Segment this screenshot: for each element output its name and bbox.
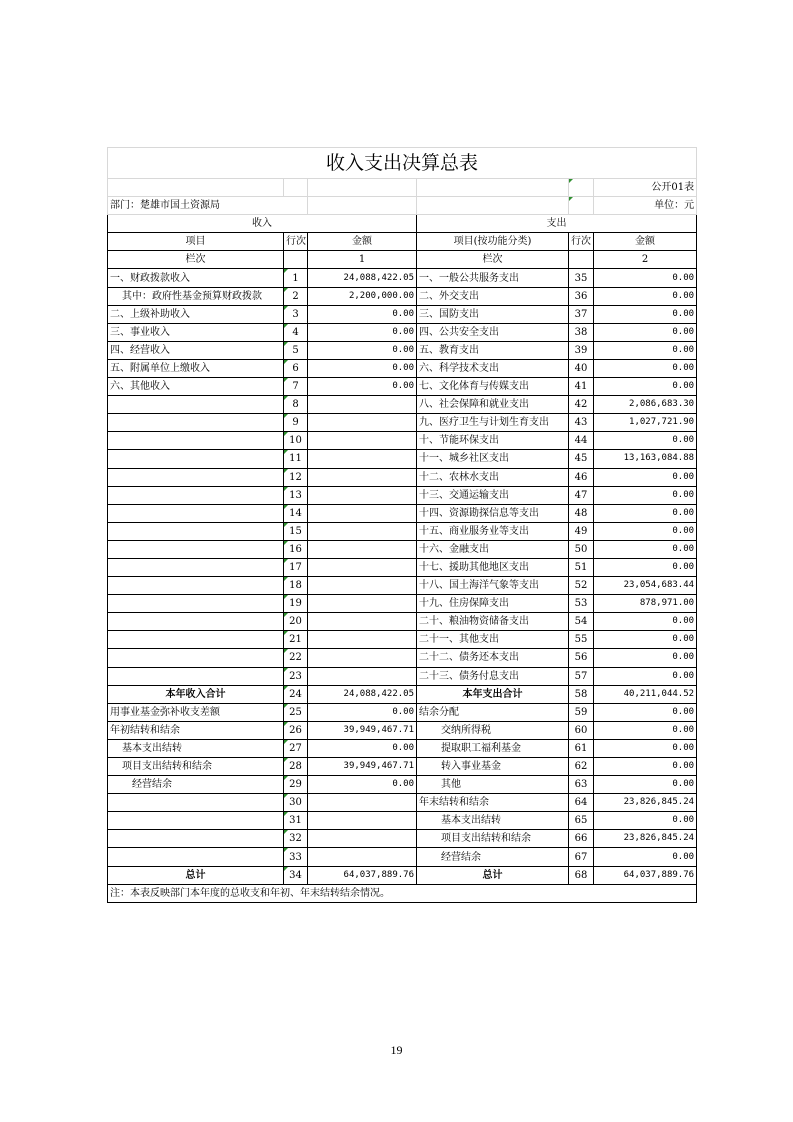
income-row-no-cell: 6 xyxy=(284,359,308,377)
expense-amount-cell: 0.00 xyxy=(594,613,697,631)
header-amount-2: 金额 xyxy=(594,233,697,251)
expense-row-no-cell: 62 xyxy=(569,758,594,776)
income-row-no-cell: 23 xyxy=(284,667,308,685)
income-item-cell xyxy=(108,794,284,812)
income-item-cell: 总计 xyxy=(108,866,284,884)
income-item-cell: 其中：政府性基金预算财政拨款 xyxy=(108,287,284,305)
income-amount-cell xyxy=(308,812,417,830)
expense-amount-cell: 0.00 xyxy=(594,378,697,396)
table-row xyxy=(108,504,697,522)
expense-item-cell: 二、外交支出 xyxy=(417,287,569,305)
income-item-cell xyxy=(108,577,284,595)
expense-amount-cell: 0.00 xyxy=(594,359,697,377)
table-row xyxy=(108,721,697,739)
income-row-no-cell: 33 xyxy=(284,848,308,866)
expense-row-no-cell: 52 xyxy=(569,577,594,595)
income-row-no-cell: 14 xyxy=(284,504,308,522)
expense-row-no-cell: 64 xyxy=(569,794,594,812)
table-row xyxy=(108,848,697,866)
income-amount-cell xyxy=(308,486,417,504)
expense-amount-cell: 23,826,845.24 xyxy=(594,794,697,812)
header-row-no-2: 行次 xyxy=(569,233,594,251)
income-item-cell xyxy=(108,812,284,830)
expense-item-cell: 十七、援助其他地区支出 xyxy=(417,558,569,576)
column-index-label-2: 栏次 xyxy=(417,251,569,269)
income-amount-cell: 0.00 xyxy=(308,323,417,341)
table-row xyxy=(108,486,697,504)
expense-amount-cell: 0.00 xyxy=(594,703,697,721)
expense-amount-cell: 2,086,683.30 xyxy=(594,396,697,414)
expense-item-cell: 十三、交通运输支出 xyxy=(417,486,569,504)
expense-amount-cell: 0.00 xyxy=(594,305,697,323)
expense-row-no-cell: 36 xyxy=(569,287,594,305)
income-item-cell xyxy=(108,486,284,504)
income-row-no-cell: 15 xyxy=(284,522,308,540)
expense-amount-cell: 0.00 xyxy=(594,504,697,522)
expense-amount-cell: 0.00 xyxy=(594,522,697,540)
expense-amount-cell: 13,163,084.88 xyxy=(594,450,697,468)
income-item-cell xyxy=(108,468,284,486)
income-amount-cell: 0.00 xyxy=(308,739,417,757)
expense-row-no-cell: 42 xyxy=(569,396,594,414)
income-amount-cell xyxy=(308,558,417,576)
expense-row-no-cell: 38 xyxy=(569,323,594,341)
expense-item-cell: 九、医疗卫生与计划生育支出 xyxy=(417,414,569,432)
expense-amount-cell: 0.00 xyxy=(594,468,697,486)
expense-row-no-cell: 53 xyxy=(569,595,594,613)
expense-amount-cell: 878,971.00 xyxy=(594,595,697,613)
income-amount-cell xyxy=(308,414,417,432)
expense-item-cell: 四、公共安全支出 xyxy=(417,323,569,341)
expense-amount-cell: 0.00 xyxy=(594,269,697,287)
table-row xyxy=(108,685,697,703)
table-row xyxy=(108,396,697,414)
expense-row-no-cell: 40 xyxy=(569,359,594,377)
table-row xyxy=(108,667,697,685)
expense-item-cell: 八、社会保障和就业支出 xyxy=(417,396,569,414)
income-row-no-cell: 9 xyxy=(284,414,308,432)
income-row-no-cell: 31 xyxy=(284,812,308,830)
income-amount-cell: 0.00 xyxy=(308,341,417,359)
table-row xyxy=(108,269,697,287)
income-item-cell xyxy=(108,396,284,414)
income-amount-cell xyxy=(308,595,417,613)
income-amount-cell: 39,949,467.71 xyxy=(308,721,417,739)
income-row-no-cell: 20 xyxy=(284,613,308,631)
income-amount-cell: 0.00 xyxy=(308,776,417,794)
table-row xyxy=(108,359,697,377)
income-item-cell xyxy=(108,667,284,685)
table-row xyxy=(108,595,697,613)
income-row-no-cell: 25 xyxy=(284,703,308,721)
table-row xyxy=(108,540,697,558)
expense-item-cell: 十八、国土海洋气象等支出 xyxy=(417,577,569,595)
column-index-2: 2 xyxy=(594,251,697,269)
header-amount: 金额 xyxy=(308,233,417,251)
income-amount-cell xyxy=(308,396,417,414)
income-item-cell xyxy=(108,450,284,468)
header-item: 项目 xyxy=(108,233,284,251)
income-row-no-cell: 2 xyxy=(284,287,308,305)
table-note: 注：本表反映部门本年度的总收支和年初、年末结转结余情况。 xyxy=(108,884,697,902)
expense-item-cell: 二十三、债务付息支出 xyxy=(417,667,569,685)
expense-row-no-cell: 48 xyxy=(569,504,594,522)
income-item-cell xyxy=(108,522,284,540)
expense-amount-cell: 0.00 xyxy=(594,721,697,739)
expense-row-no-cell: 55 xyxy=(569,631,594,649)
table-row xyxy=(108,468,697,486)
expense-row-no-cell: 35 xyxy=(569,269,594,287)
income-item-cell: 二、上级补助收入 xyxy=(108,305,284,323)
expense-amount-cell: 0.00 xyxy=(594,649,697,667)
expense-item-cell: 总计 xyxy=(417,866,569,884)
table-row xyxy=(108,776,697,794)
expense-row-no-cell: 63 xyxy=(569,776,594,794)
expense-item-cell: 七、文化体育与传媒支出 xyxy=(417,378,569,396)
income-amount-cell xyxy=(308,468,417,486)
expense-amount-cell: 0.00 xyxy=(594,667,697,685)
expense-row-no-cell: 37 xyxy=(569,305,594,323)
form-code: 公开01表 xyxy=(594,179,697,197)
header-row-no: 行次 xyxy=(284,233,308,251)
income-amount-cell xyxy=(308,667,417,685)
income-row-no-cell: 12 xyxy=(284,468,308,486)
income-item-cell xyxy=(108,848,284,866)
income-item-cell xyxy=(108,595,284,613)
income-amount-cell xyxy=(308,577,417,595)
expense-item-cell: 提取职工福利基金 xyxy=(417,739,569,757)
column-index-1: 1 xyxy=(308,251,417,269)
expense-row-no-cell: 65 xyxy=(569,812,594,830)
expense-row-no-cell: 44 xyxy=(569,432,594,450)
income-amount-cell xyxy=(308,522,417,540)
income-item-cell xyxy=(108,540,284,558)
income-item-cell xyxy=(108,504,284,522)
expense-item-cell: 其他 xyxy=(417,776,569,794)
table-row xyxy=(108,287,697,305)
income-item-cell: 本年收入合计 xyxy=(108,685,284,703)
expense-amount-cell: 64,037,889.76 xyxy=(594,866,697,884)
income-section-header: 收入 xyxy=(108,215,417,233)
expense-item-cell: 一、一般公共服务支出 xyxy=(417,269,569,287)
table-row xyxy=(108,812,697,830)
income-amount-cell xyxy=(308,504,417,522)
income-row-no-cell: 11 xyxy=(284,450,308,468)
expense-row-no-cell: 51 xyxy=(569,558,594,576)
expense-amount-cell: 0.00 xyxy=(594,540,697,558)
expense-row-no-cell: 67 xyxy=(569,848,594,866)
expense-amount-cell: 23,054,683.44 xyxy=(594,577,697,595)
expense-amount-cell: 0.00 xyxy=(594,486,697,504)
income-amount-cell xyxy=(308,540,417,558)
expense-item-cell: 结余分配 xyxy=(417,703,569,721)
income-amount-cell xyxy=(308,450,417,468)
income-amount-cell: 0.00 xyxy=(308,305,417,323)
expense-row-no-cell: 43 xyxy=(569,414,594,432)
income-item-cell xyxy=(108,414,284,432)
income-row-no-cell: 1 xyxy=(284,269,308,287)
expense-amount-cell: 0.00 xyxy=(594,432,697,450)
expense-amount-cell: 0.00 xyxy=(594,739,697,757)
income-item-cell: 一、财政拨款收入 xyxy=(108,269,284,287)
income-amount-cell: 64,037,889.76 xyxy=(308,866,417,884)
expense-item-cell: 二十、粮油物资储备支出 xyxy=(417,613,569,631)
table-row xyxy=(108,866,697,884)
income-amount-cell: 24,088,422.05 xyxy=(308,269,417,287)
expense-item-cell: 三、国防支出 xyxy=(417,305,569,323)
income-row-no-cell: 19 xyxy=(284,595,308,613)
expense-section-header: 支出 xyxy=(417,215,697,233)
income-item-cell: 三、事业收入 xyxy=(108,323,284,341)
table-row xyxy=(108,577,697,595)
income-row-no-cell: 4 xyxy=(284,323,308,341)
expense-row-no-cell: 61 xyxy=(569,739,594,757)
income-row-no-cell: 30 xyxy=(284,794,308,812)
income-row-no-cell: 27 xyxy=(284,739,308,757)
expense-item-cell: 年末结转和结余 xyxy=(417,794,569,812)
income-amount-cell: 24,088,422.05 xyxy=(308,685,417,703)
income-item-cell: 四、经营收入 xyxy=(108,341,284,359)
income-item-cell: 五、附属单位上缴收入 xyxy=(108,359,284,377)
income-row-no-cell: 8 xyxy=(284,396,308,414)
expense-item-cell: 基本支出结转 xyxy=(417,812,569,830)
expense-row-no-cell: 41 xyxy=(569,378,594,396)
expense-row-no-cell: 47 xyxy=(569,486,594,504)
income-row-no-cell: 10 xyxy=(284,432,308,450)
table-row xyxy=(108,794,697,812)
expense-item-cell: 经营结余 xyxy=(417,848,569,866)
income-item-cell xyxy=(108,613,284,631)
expense-amount-cell: 0.00 xyxy=(594,631,697,649)
income-row-no-cell: 13 xyxy=(284,486,308,504)
final-accounts-sheet xyxy=(107,147,696,903)
table-row xyxy=(108,631,697,649)
expense-item-cell: 六、科学技术支出 xyxy=(417,359,569,377)
income-amount-cell: 0.00 xyxy=(308,703,417,721)
expense-item-cell: 十四、资源勘探信息等支出 xyxy=(417,504,569,522)
expense-item-cell: 十六、金融支出 xyxy=(417,540,569,558)
income-amount-cell xyxy=(308,830,417,848)
expense-row-no-cell: 60 xyxy=(569,721,594,739)
column-index-label: 栏次 xyxy=(108,251,284,269)
income-item-cell xyxy=(108,558,284,576)
expense-row-no-cell: 59 xyxy=(569,703,594,721)
income-row-no-cell: 18 xyxy=(284,577,308,595)
expense-amount-cell: 0.00 xyxy=(594,287,697,305)
expense-row-no-cell: 66 xyxy=(569,830,594,848)
expense-item-cell: 五、教育支出 xyxy=(417,341,569,359)
expense-item-cell: 十、节能环保支出 xyxy=(417,432,569,450)
income-item-cell: 六、其他收入 xyxy=(108,378,284,396)
income-item-cell xyxy=(108,830,284,848)
income-amount-cell xyxy=(308,794,417,812)
table-row xyxy=(108,323,697,341)
income-row-no-cell: 22 xyxy=(284,649,308,667)
expense-amount-cell: 0.00 xyxy=(594,558,697,576)
expense-row-no-cell: 58 xyxy=(569,685,594,703)
table-title: 收入支出决算总表 xyxy=(108,148,697,179)
table-row xyxy=(108,758,697,776)
expense-row-no-cell: 57 xyxy=(569,667,594,685)
expense-amount-cell: 0.00 xyxy=(594,758,697,776)
table-row xyxy=(108,378,697,396)
income-amount-cell xyxy=(308,848,417,866)
income-item-cell: 用事业基金弥补收支差额 xyxy=(108,703,284,721)
table-row xyxy=(108,305,697,323)
expense-row-no-cell: 39 xyxy=(569,341,594,359)
income-item-cell: 年初结转和结余 xyxy=(108,721,284,739)
income-item-cell xyxy=(108,432,284,450)
expense-row-no-cell: 46 xyxy=(569,468,594,486)
expense-row-no-cell: 54 xyxy=(569,613,594,631)
expense-amount-cell: 0.00 xyxy=(594,341,697,359)
income-amount-cell: 0.00 xyxy=(308,359,417,377)
income-row-no-cell: 7 xyxy=(284,378,308,396)
table-row xyxy=(108,341,697,359)
income-row-no-cell: 17 xyxy=(284,558,308,576)
page-number: 19 xyxy=(390,1043,403,1057)
expense-amount-cell: 0.00 xyxy=(594,776,697,794)
table-row xyxy=(108,414,697,432)
income-row-no-cell: 5 xyxy=(284,341,308,359)
income-amount-cell xyxy=(308,631,417,649)
table-row xyxy=(108,432,697,450)
income-item-cell: 项目支出结转和结余 xyxy=(108,758,284,776)
income-row-no-cell: 28 xyxy=(284,758,308,776)
table-row xyxy=(108,450,697,468)
income-item-cell: 基本支出结转 xyxy=(108,739,284,757)
income-amount-cell xyxy=(308,613,417,631)
income-item-cell xyxy=(108,649,284,667)
expense-amount-cell: 0.00 xyxy=(594,848,697,866)
expense-item-cell: 二十一、其他支出 xyxy=(417,631,569,649)
expense-amount-cell: 40,211,044.52 xyxy=(594,685,697,703)
income-amount-cell xyxy=(308,432,417,450)
expense-amount-cell: 0.00 xyxy=(594,812,697,830)
income-amount-cell: 39,949,467.71 xyxy=(308,758,417,776)
income-row-no-cell: 34 xyxy=(284,866,308,884)
expense-item-cell: 本年支出合计 xyxy=(417,685,569,703)
expense-amount-cell: 1,027,721.90 xyxy=(594,414,697,432)
header-item-func: 项目(按功能分类) xyxy=(417,233,569,251)
expense-row-no-cell: 56 xyxy=(569,649,594,667)
table-row xyxy=(108,558,697,576)
expense-row-no-cell: 50 xyxy=(569,540,594,558)
income-row-no-cell: 3 xyxy=(284,305,308,323)
expense-item-cell: 交纳所得税 xyxy=(417,721,569,739)
table-row xyxy=(108,830,697,848)
expense-item-cell: 十五、商业服务业等支出 xyxy=(417,522,569,540)
income-amount-cell: 2,200,000.00 xyxy=(308,287,417,305)
expense-item-cell: 项目支出结转和结余 xyxy=(417,830,569,848)
expense-amount-cell: 0.00 xyxy=(594,323,697,341)
income-row-no-cell: 24 xyxy=(284,685,308,703)
expense-item-cell: 十二、农林水支出 xyxy=(417,468,569,486)
table-row xyxy=(108,522,697,540)
table-row xyxy=(108,613,697,631)
income-amount-cell xyxy=(308,649,417,667)
expense-item-cell: 二十二、债务还本支出 xyxy=(417,649,569,667)
expense-row-no-cell: 45 xyxy=(569,450,594,468)
unit-label: 单位：元 xyxy=(594,197,697,215)
expense-item-cell: 十九、住房保障支出 xyxy=(417,595,569,613)
income-expense-table xyxy=(107,147,697,903)
department-label: 部门：楚雄市国土资源局 xyxy=(108,197,308,215)
income-row-no-cell: 26 xyxy=(284,721,308,739)
table-row xyxy=(108,739,697,757)
income-row-no-cell: 32 xyxy=(284,830,308,848)
income-amount-cell: 0.00 xyxy=(308,378,417,396)
expense-amount-cell: 23,826,845.24 xyxy=(594,830,697,848)
income-row-no-cell: 29 xyxy=(284,776,308,794)
income-item-cell xyxy=(108,631,284,649)
income-item-cell: 经营结余 xyxy=(108,776,284,794)
table-row xyxy=(108,703,697,721)
expense-item-cell: 十一、城乡社区支出 xyxy=(417,450,569,468)
table-row xyxy=(108,649,697,667)
expense-row-no-cell: 49 xyxy=(569,522,594,540)
expense-row-no-cell: 68 xyxy=(569,866,594,884)
income-row-no-cell: 21 xyxy=(284,631,308,649)
expense-item-cell: 转入事业基金 xyxy=(417,758,569,776)
income-row-no-cell: 16 xyxy=(284,540,308,558)
